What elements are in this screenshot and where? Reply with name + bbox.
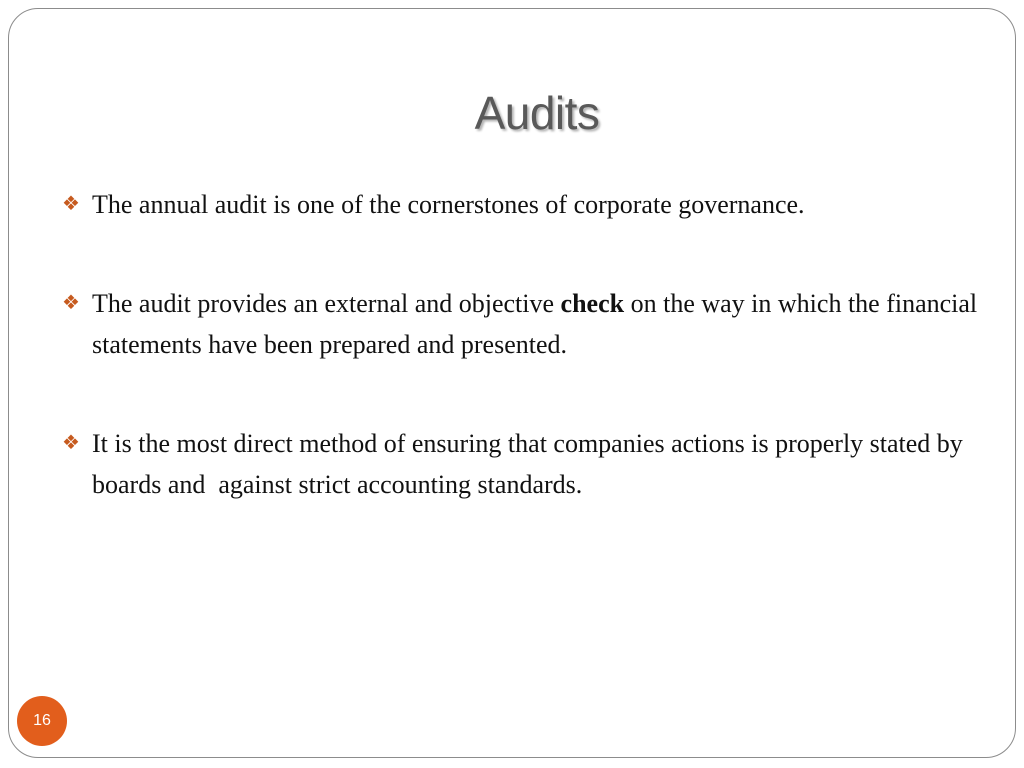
bullet-bold-text: check	[560, 289, 625, 318]
diamond-bullet-icon: ❖	[62, 432, 80, 454]
slide-title: Audits	[474, 87, 600, 139]
bullet-text: It is the most direct method of ensuring that companies actions is properly stated by boards and against strict accounting standards.	[92, 429, 970, 499]
bullet-text: on the way in which the financial statements have been prepared and presented.	[92, 289, 978, 359]
bullet-item	[62, 283, 1012, 365]
bullet-text: The audit provides an external and objective	[92, 289, 561, 318]
bullet-list	[62, 184, 1012, 563]
page-number-badge: 16	[17, 696, 67, 746]
diamond-bullet-icon: ❖	[62, 193, 80, 215]
bullet-text: The annual audit is one of the cornerstones of corporate governance.	[92, 190, 805, 219]
bullet-item	[62, 423, 1012, 505]
bullet-item	[62, 184, 1012, 225]
diamond-bullet-icon: ❖	[62, 292, 80, 314]
